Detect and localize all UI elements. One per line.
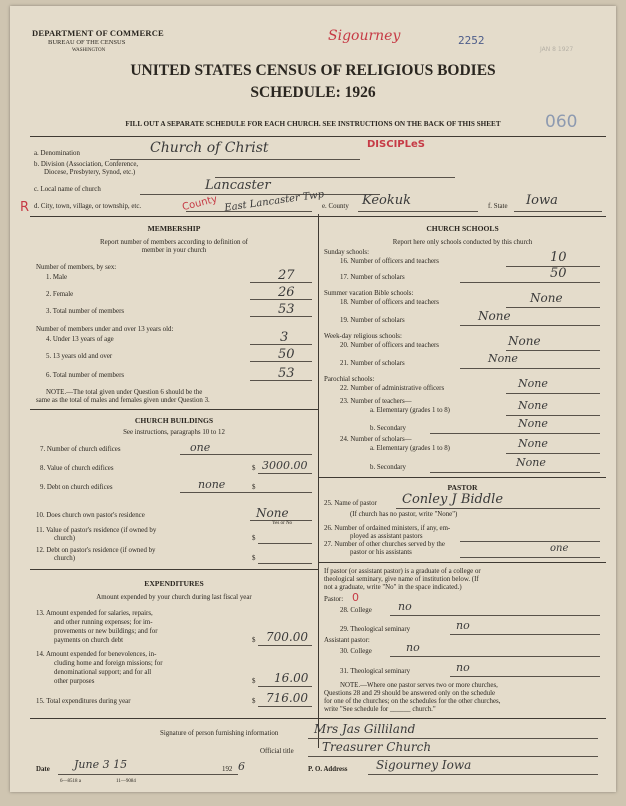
q9-dollar: $	[252, 484, 256, 491]
parochial-label: Parochial schools:	[324, 376, 375, 383]
q30-value: no	[406, 641, 420, 654]
assistant-pastor-label: Assistant pastor:	[324, 637, 370, 644]
q13-label-4: payments on church debt	[54, 637, 124, 644]
q12-dollar: $	[252, 555, 256, 562]
q15-dollar: $	[252, 698, 256, 705]
q5-value: 50	[278, 347, 295, 362]
q17-value: 50	[550, 266, 567, 281]
q24-label: 24. Number of scholars—	[340, 436, 412, 443]
q26-label-2: ployed as assistant pastors	[350, 533, 423, 540]
q21-label: 21. Number of scholars	[340, 360, 405, 367]
q16-label: 16. Number of officers and teachers	[340, 258, 439, 265]
q10-value: None	[256, 506, 289, 520]
census-schedule-form	[10, 6, 616, 792]
code-number: 060	[545, 112, 578, 132]
q3-value: 53	[278, 302, 295, 317]
q26-label-1: 26. Number of ordained ministers, if any, em-	[324, 525, 451, 532]
graduate-note-2: theological seminary, give name of institution below. (If	[324, 576, 479, 583]
q15-label: 15. Total expenditures during year	[36, 698, 131, 705]
q23a-label: a. Elementary (grades 1 to 8)	[370, 407, 450, 414]
local-name-value: Lancaster	[205, 178, 271, 193]
q20-label: 20. Number of officers and teachers	[340, 342, 439, 349]
county-value: Keokuk	[362, 193, 412, 208]
membership-intro-2: member in your church	[141, 247, 207, 254]
division-label-1: b. Division (Association, Conference,	[34, 161, 139, 168]
q8-value: 3000.00	[262, 459, 308, 472]
q7-value: one	[190, 441, 211, 454]
q23b-label: b. Secondary	[370, 425, 406, 432]
signature-label: Signature of person furnishing information	[160, 730, 279, 737]
column-divider	[318, 214, 319, 748]
q22-value: None	[518, 377, 548, 390]
q24b-value: None	[516, 456, 546, 469]
division-label-2: Diocese, Presbytery, Synod, etc.)	[44, 169, 136, 176]
divider	[30, 136, 606, 137]
schools-intro: Report here only schools conducted by this church	[392, 239, 533, 246]
handwritten-town: Sigourney	[328, 28, 401, 44]
q8-label: 8. Value of church edifices	[40, 465, 114, 472]
buildings-sub: See instructions, paragraphs 10 to 12	[123, 429, 225, 436]
date-value: June 3 15	[74, 758, 128, 771]
schools-heading: CHURCH SCHOOLS	[426, 224, 499, 233]
buildings-heading: CHURCH BUILDINGS	[134, 416, 214, 425]
po-address-label: P. O. Address	[308, 766, 348, 773]
official-title-label: Official title	[260, 748, 294, 755]
q14-label-2: cluding home and foreign missions; for	[54, 660, 163, 667]
q27-label-1: 27. Number of other churches served by the	[324, 541, 445, 548]
q14-label-1: 14. Amount expended for benevolences, in-	[36, 651, 157, 658]
membership-note-1: NOTE.—The total given under Question 6 should be the	[46, 389, 203, 396]
q14-value: 16.00	[274, 671, 309, 685]
state-label: f. State	[488, 203, 508, 210]
divider	[319, 562, 606, 563]
expenditures-heading: EXPENDITURES	[144, 579, 204, 588]
pastor-note-2: Questions 28 and 29 should be answered only on the schedule	[324, 690, 496, 697]
membership-intro-1: Report number of members according to definition of	[100, 239, 248, 246]
membership-heading: MEMBERSHIP	[147, 224, 201, 233]
year-value: 6	[238, 760, 245, 773]
received-stamp: JAN 8 1927	[540, 46, 574, 53]
divider	[30, 409, 318, 410]
q23a-value: None	[518, 399, 548, 412]
city-correction: County	[181, 193, 219, 214]
q9-label: 9. Debt on church edifices	[40, 484, 113, 491]
graduate-note-1: If pastor (or assistant pastor) is a graduate of a college or	[324, 568, 481, 575]
serial-number: 2252	[458, 34, 485, 47]
q1-value: 27	[278, 268, 295, 283]
pastor-note-3: for one of the churches; on the schedules for the other churches,	[324, 698, 501, 705]
signature-value: Mrs Jas Gilliland	[314, 722, 416, 736]
po-address-value: Sigourney Iowa	[376, 758, 472, 772]
q22-label: 22. Number of administrative officers	[340, 385, 445, 392]
divider	[319, 477, 606, 478]
official-title-value: Treasurer Church	[322, 740, 432, 754]
q23b-value: None	[518, 417, 548, 430]
denomination-correction: DISCIPLeS	[367, 139, 425, 150]
form-number: 6—8518 a	[60, 779, 81, 784]
q18-label: 18. Number of officers and teachers	[340, 299, 439, 306]
q10-label: 10. Does church own pastor's residence	[36, 512, 145, 519]
q7-label: 7. Number of church edifices	[40, 446, 121, 453]
q16-value: 10	[550, 250, 567, 265]
q10-hint: Yes or No	[272, 521, 293, 526]
department-label: DEPARTMENT OF COMMERCE	[32, 28, 164, 38]
date-label: Date	[36, 766, 50, 773]
q31-label: 31. Theological seminary	[340, 668, 411, 675]
q15-value: 716.00	[266, 691, 308, 705]
margin-mark: R	[20, 200, 30, 215]
q2-value: 26	[278, 285, 295, 300]
q14-dollar: $	[252, 678, 256, 685]
q25-label: 25. Name of pastor	[324, 500, 377, 507]
q5-label: 5. 13 years old and over	[46, 353, 113, 360]
q19-label: 19. Number of scholars	[340, 317, 405, 324]
form-number-2: 11—9084	[116, 779, 136, 784]
q8-dollar: $	[252, 465, 256, 472]
divider	[30, 718, 606, 719]
city-label: d. City, town, village, or township, etc.	[34, 203, 142, 210]
q6-value: 53	[278, 366, 295, 381]
summer-label: Summer vacation Bible schools:	[324, 290, 414, 297]
q12-label-1: 12. Debt on pastor's residence (if owned by	[36, 547, 156, 554]
q13-label-3: provements or new buildings; and for	[54, 628, 158, 635]
q14-label-3: denominational support; and for all	[54, 669, 152, 676]
q13-dollar: $	[252, 637, 256, 644]
q25-hint: (If church has no pastor, write "None")	[350, 511, 458, 518]
divider	[30, 569, 318, 570]
q18-value: None	[530, 291, 563, 305]
q12-label-2: church)	[54, 555, 76, 562]
by-sex-label: Number of members, by sex:	[36, 264, 117, 271]
q27-label-2: pastor or his assistants	[350, 549, 412, 556]
q4-value: 3	[280, 330, 289, 345]
q24b-label: b. Secondary	[370, 464, 406, 471]
year-prefix: 192	[222, 766, 233, 773]
q4-label: 4. Under 13 years of age	[46, 336, 114, 343]
bureau-label: BUREAU OF THE CENSUS	[48, 39, 126, 46]
q3-label: 3. Total number of members	[46, 308, 125, 315]
city-value: East Lancaster Twp	[223, 189, 325, 214]
weekday-label: Week-day religious schools:	[324, 333, 402, 340]
q25-value: Conley J Biddle	[402, 492, 504, 507]
pastor-note-1: NOTE.—Where one pastor serves two or more churches,	[340, 682, 498, 689]
denomination-value: Church of Christ	[150, 140, 269, 156]
form-subtitle: SCHEDULE: 1926	[250, 84, 376, 101]
expenditures-sub: Amount expended by your church during last fiscal year	[96, 594, 252, 601]
pastor-mark: 0	[352, 591, 359, 604]
q17-label: 17. Number of scholars	[340, 274, 405, 281]
q20-value: None	[508, 334, 541, 348]
q28-value: no	[398, 600, 412, 613]
q11-label-1: 11. Value of pastor's residence (if owned by	[36, 527, 157, 534]
q21-value: None	[488, 352, 518, 365]
q13-label-2: and other running expenses; for im-	[54, 619, 153, 626]
q9-value: none	[198, 478, 226, 491]
q23-label: 23. Number of teachers—	[340, 398, 412, 405]
q11-dollar: $	[252, 535, 256, 542]
q1-label: 1. Male	[46, 274, 68, 281]
q14-label-4: other purposes	[54, 678, 95, 685]
q27-value: one	[550, 543, 569, 554]
q29-label: 29. Theological seminary	[340, 626, 411, 633]
q2-label: 2. Female	[46, 291, 74, 298]
q19-value: None	[478, 309, 511, 323]
graduate-note-3: not a graduate, write "No" in the space indicated.)	[324, 584, 462, 591]
pastor-sub-label: Pastor:	[324, 596, 344, 603]
pastor-note-4: write "See schedule for ______ church."	[324, 706, 436, 713]
membership-note-2: same as the total of males and females given under Question 3.	[36, 397, 210, 404]
q13-label-1: 13. Amount expended for salaries, repairs,	[36, 610, 153, 617]
pastor-heading: PASTOR	[447, 483, 478, 492]
denomination-label: a. Denomination	[34, 150, 80, 157]
q28-label: 28. College	[340, 607, 372, 614]
state-value: Iowa	[526, 193, 558, 208]
q24a-label: a. Elementary (grades 1 to 8)	[370, 445, 450, 452]
local-name-label: c. Local name of church	[34, 186, 101, 193]
form-title: UNITED STATES CENSUS OF RELIGIOUS BODIES	[130, 62, 496, 79]
county-label: e. County	[322, 203, 349, 210]
q30-label: 30. College	[340, 648, 372, 655]
sunday-label: Sunday schools:	[324, 249, 369, 256]
q24a-value: None	[518, 437, 548, 450]
q11-label-2: church)	[54, 535, 76, 542]
q29-value: no	[456, 619, 470, 632]
q31-value: no	[456, 661, 470, 674]
form-instruction: FILL OUT A SEPARATE SCHEDULE FOR EACH CHURCH. SEE INSTRUCTIONS ON THE BACK OF THIS SHEET	[125, 120, 501, 128]
q13-value: 700.00	[266, 630, 308, 644]
age-label: Number of members under and over 13 years old:	[36, 326, 174, 333]
washington-label: WASHINGTON	[72, 48, 106, 53]
q6-label: 6. Total number of members	[46, 372, 125, 379]
